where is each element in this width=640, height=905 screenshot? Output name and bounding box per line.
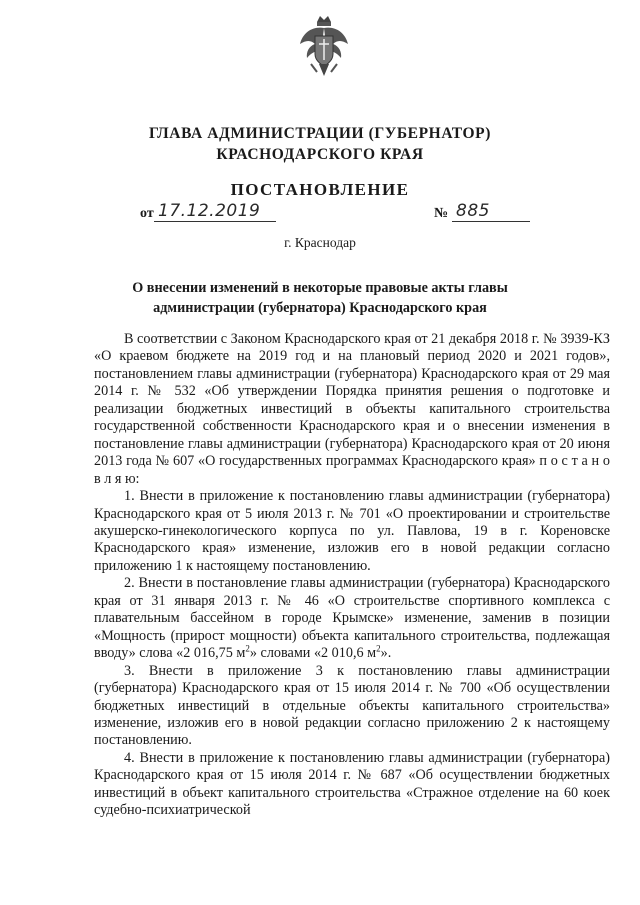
date-label: от (140, 206, 154, 221)
clause-2-paragraph (94, 575, 610, 662)
superscript-2b: 2 (376, 643, 381, 654)
document-title (0, 278, 640, 318)
document-body (94, 331, 610, 820)
clause-2-text-c: ». (380, 645, 392, 662)
authority-title-line1: ГЛАВА АДМИНИСТРАЦИИ (ГУБЕРНАТОР) (149, 125, 491, 142)
clause-2-text-b: » словами «2 010,6 м (249, 645, 377, 662)
coat-of-arms-icon (297, 14, 351, 80)
clause-4-paragraph: 4. Внести в приложение к постановлению главы администрации (губернатора) Краснодарского края от 15 июля 2014 г. № 687 «Об осуществлении бюджетных инвестиций в объект капитального строительства «Стражное отделение на 60 коек судебно-психиатрической (94, 749, 610, 819)
number-value: 885 (452, 201, 530, 222)
clause-2-text-a: 2. Внести в постановление главы администрации (губернатора) Краснодарского края от 31 января 2013 г. № 46 «О строительстве спортивного комплекса с плавательным бассейном в городе Крымске» изменение, заменив в позиции «Мощность (прирост мощности) объекта капитального строительства, подлежащая вводу» слова «2 016,75 м (94, 575, 610, 662)
title-line2: администрации (губернатора) Краснодарского края (153, 300, 487, 316)
clause-1-paragraph: 1. Внести в приложение к постановлению главы администрации (губернатора) Краснодарского края от 5 июля 2013 г. № 701 «О проектировании и строительстве акушерско-гинекологического корпуса по ул. Павлова, 19 в г. Кореновске Краснодарского края» изменение, изложив его в новой редакции согласно приложению 1 к настоящему постановлению. (94, 488, 610, 574)
preamble-paragraph: В соответствии с Законом Краснодарского края от 21 декабря 2018 г. № 3939-КЗ «О краевом бюджете на 2019 год и на плановый период 2020 и 2021 годов», постановлением главы администрации (губернатора) Краснодарского края от 29 мая 2014 г. № 532 «Об утверждении Порядка принятия решения о подготовке и реализации бюджетных инвестиций в объекты капитального строительства государственной собственности Краснодарского края и о внесении изменения в постановление главы администрации (губернатора) Краснодарского края от 20 июня 2013 года № 607 «О государственных программах Краснодарского края» п о с т а н о в л я ю: (94, 331, 610, 487)
number-label: № (434, 206, 449, 221)
clause-3-paragraph: 3. Внести в приложение 3 к постановлению главы администрации (губернатора) Краснодарского края от 15 июля 2014 г. № 700 «Об осуществлении бюджетных инвестиций в отдельные объекты капитального строительства» изменение, изложив его в новой редакции согласно приложению 2 к настоящему постановлению. (94, 662, 610, 749)
superscript-2a: 2 (245, 643, 250, 654)
document-type: ПОСТАНОВЛЕНИЕ (230, 180, 410, 199)
title-line1: О внесении изменений в некоторые правовые акты главы (132, 280, 508, 296)
city: г. Краснодар (284, 235, 356, 250)
date-value: 17.12.2019 (154, 201, 276, 222)
authority-title-line2: КРАСНОДАРСКОГО КРАЯ (216, 146, 424, 163)
